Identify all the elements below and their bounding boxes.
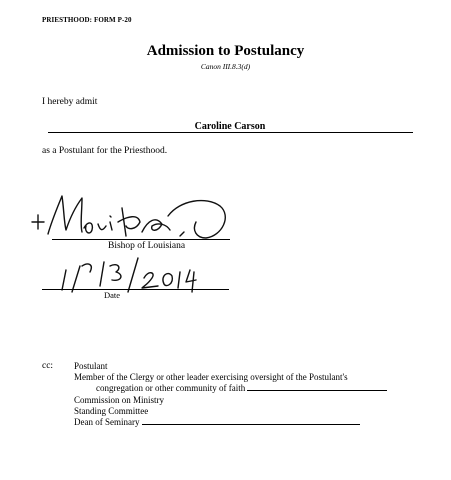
cc-label: cc: bbox=[42, 361, 54, 371]
postulant-statement: as a Postulant for the Priesthood. bbox=[42, 146, 168, 156]
date-label: Date bbox=[104, 290, 121, 300]
signature-line bbox=[52, 239, 230, 240]
page-title: Admission to Postulancy bbox=[146, 43, 305, 59]
form-id: PRIESTHOOD: FORM P-20 bbox=[42, 16, 132, 24]
cc-item-clergy-cont-text: congregation or other community of faith bbox=[96, 383, 246, 394]
cc-item-standing: Standing Committee bbox=[74, 405, 149, 416]
cc-item-dean-text: Dean of Seminary bbox=[74, 417, 140, 428]
postulant-name: Caroline Carson bbox=[194, 121, 266, 132]
date-line bbox=[42, 289, 229, 290]
cc-item-dean bbox=[74, 417, 387, 428]
cc-list bbox=[74, 361, 387, 428]
canon-reference: Canon III.8.3(d) bbox=[200, 62, 251, 71]
cc-item-postulant: Postulant bbox=[74, 361, 108, 371]
clergy-fill-line bbox=[247, 383, 387, 391]
dean-fill-line bbox=[142, 417, 360, 425]
admit-text: I hereby admit bbox=[42, 97, 98, 107]
cc-item-clergy-cont bbox=[74, 383, 387, 394]
cc-item-commission: Commission on Ministry bbox=[74, 394, 165, 405]
cc-item-clergy: Member of the Clergy or other leader exercising oversight of the Postulant's bbox=[74, 372, 348, 383]
bishop-label: Bishop of Louisiana bbox=[108, 241, 186, 251]
